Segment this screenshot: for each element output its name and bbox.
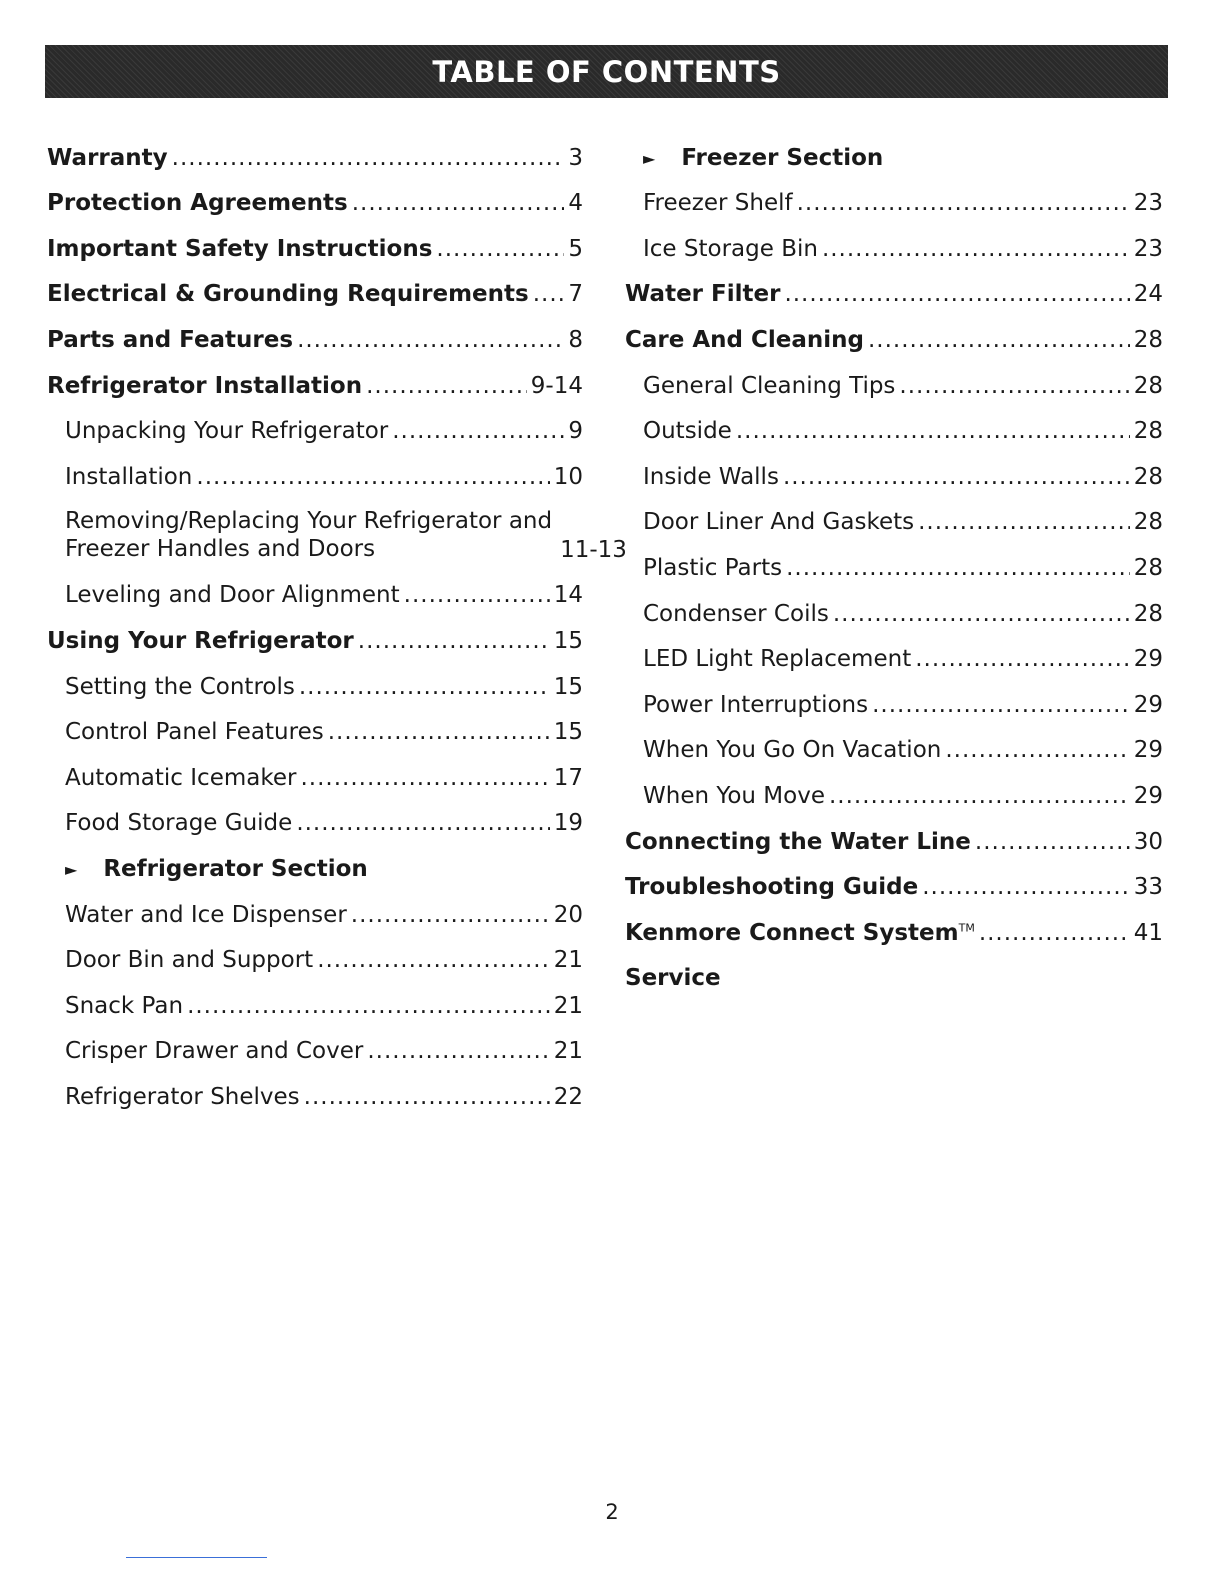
toc-entry-label: Connecting the Water Line <box>625 828 971 855</box>
leader-dots <box>872 692 1130 718</box>
page-title: TABLE OF CONTENTS <box>432 54 781 89</box>
toc-entry[interactable] <box>47 307 583 353</box>
toc-entry-label: Unpacking Your Refrigerator <box>65 418 389 445</box>
leader-dots <box>404 582 550 608</box>
toc-entry[interactable] <box>625 946 1163 992</box>
toc-entry[interactable] <box>47 262 583 308</box>
toc-entry[interactable] <box>625 535 1163 581</box>
leader-dots <box>436 236 564 262</box>
leader-dots <box>918 509 1130 535</box>
toc-entry-label: Refrigerator Shelves <box>65 1083 300 1110</box>
toc-entry-label: Parts and Features <box>47 326 294 353</box>
leader-dots <box>352 190 565 216</box>
toc-entry-page: 28 <box>1133 600 1163 627</box>
toc-entry-label-text: Kenmore Connect System <box>625 919 959 946</box>
leader-dots <box>300 765 549 791</box>
toc-subheading-label: Refrigerator Section <box>103 855 368 882</box>
leader-dots <box>304 1084 550 1110</box>
toc-entry-page: 9-14 <box>530 372 583 399</box>
toc-entry-page: 28 <box>1133 372 1163 399</box>
toc-entry-label: Door Liner And Gaskets <box>643 509 915 536</box>
toc-entry[interactable] <box>625 262 1163 308</box>
leader-dots <box>297 327 564 353</box>
footer-divider <box>126 1557 267 1558</box>
toc-entry-label: Ice Storage Bin <box>643 235 818 262</box>
toc-entry-label: Leveling and Door Alignment <box>65 582 400 609</box>
toc-entry-label: Setting the Controls <box>65 673 295 700</box>
toc-entry-label: When You Move <box>643 782 825 809</box>
toc-entry-label <box>625 920 975 946</box>
toc-entry-label: Water Filter <box>625 281 781 308</box>
toc-entry[interactable] <box>625 809 1163 855</box>
leader-dots <box>358 628 550 654</box>
toc-entry-page: 33 <box>1133 874 1163 901</box>
leader-dots <box>367 1038 549 1064</box>
leader-dots <box>392 418 564 444</box>
leader-dots <box>299 674 550 700</box>
leader-dots <box>187 993 550 1019</box>
leader-dots <box>899 373 1129 399</box>
toc-entry[interactable] <box>47 353 583 399</box>
toc-entry-page: 19 <box>553 810 583 837</box>
toc-entry-page: 11-13 <box>560 536 627 563</box>
toc-entry-label: Plastic Parts <box>643 554 783 581</box>
toc-entry[interactable] <box>625 718 1163 764</box>
leader-dots <box>833 601 1130 627</box>
toc-entry[interactable] <box>625 307 1163 353</box>
toc-entry-label: Control Panel Features <box>65 719 324 746</box>
toc-entry[interactable] <box>47 928 583 974</box>
toc-entry-label: Food Storage Guide <box>65 810 293 837</box>
toc-entry[interactable] <box>625 581 1163 627</box>
toc-entry[interactable] <box>47 791 583 837</box>
leader-dots <box>783 464 1130 490</box>
toc-entry-label: Crisper Drawer and Cover <box>65 1038 364 1065</box>
toc-entry-label: Troubleshooting Guide <box>625 874 919 901</box>
toc-entry[interactable] <box>47 654 583 700</box>
toc-entry-page: 23 <box>1133 190 1163 217</box>
toc-entry[interactable] <box>625 855 1163 901</box>
leader-dots <box>915 646 1130 672</box>
toc-entry-page: 20 <box>553 901 583 928</box>
toc-entry-label <box>65 507 552 563</box>
toc-entry-page: 28 <box>1133 418 1163 445</box>
toc-entry-page: 28 <box>1133 326 1163 353</box>
toc-entry[interactable] <box>47 608 583 654</box>
toc-entry[interactable] <box>47 171 583 217</box>
toc-entry-page: 21 <box>553 947 583 974</box>
leader-dots <box>736 418 1130 444</box>
toc-entry-page: 29 <box>1133 646 1163 673</box>
toc-entry-label: Protection Agreements <box>47 190 348 217</box>
leader-dots <box>784 281 1129 307</box>
toc-entry[interactable] <box>47 1019 583 1065</box>
toc-entry[interactable] <box>47 490 627 563</box>
toc-entry[interactable] <box>625 672 1163 718</box>
toc-entry[interactable] <box>625 216 1163 262</box>
toc-entry-page: 29 <box>1133 782 1163 809</box>
toc-entry-label: Electrical & Grounding Requirements <box>47 281 529 308</box>
toc-entry[interactable] <box>47 125 583 171</box>
leader-dots <box>979 920 1130 946</box>
toc-entry-label-line-2: Freezer Handles and Doors <box>65 535 376 562</box>
toc-entry-label: Refrigerator Installation <box>47 372 363 399</box>
toc-entry-label: Door Bin and Support <box>65 947 314 974</box>
toc-entry[interactable] <box>47 745 583 791</box>
toc-entry-page: 8 <box>568 326 583 353</box>
toc-entry-label-line-1: Removing/Replacing Your Refrigerator and <box>65 507 553 534</box>
toc-entry-page: 41 <box>1133 919 1163 946</box>
toc-entry-page: 29 <box>1133 691 1163 718</box>
toc-entry[interactable] <box>625 171 1163 217</box>
toc-entry[interactable] <box>47 216 583 262</box>
toc-entry[interactable] <box>625 444 1163 490</box>
toc-entry-page: 22 <box>553 1083 583 1110</box>
leader-dots <box>786 555 1130 581</box>
toc-entry-label: Care And Cleaning <box>625 326 864 353</box>
toc-entry[interactable] <box>625 353 1163 399</box>
toc-entry[interactable] <box>625 627 1163 673</box>
toc-entry-page: 4 <box>568 190 583 217</box>
toc-entry-label: Automatic Icemaker <box>65 764 297 791</box>
toc-entry-page: 15 <box>553 627 583 654</box>
toc-entry[interactable] <box>47 444 583 490</box>
leader-dots <box>533 281 565 307</box>
toc-entry-page: 28 <box>1133 463 1163 490</box>
toc-entry-label: General Cleaning Tips <box>643 372 896 399</box>
page-number: 2 <box>605 1500 619 1524</box>
toc-entry[interactable] <box>47 399 583 445</box>
leader-dots <box>868 327 1130 353</box>
toc-entry-label: Important Safety Instructions <box>47 235 433 262</box>
toc-entry-label: Warranty <box>47 144 168 171</box>
toc-entry-page: 15 <box>553 719 583 746</box>
toc-entry-label: Water and Ice Dispenser <box>65 901 347 928</box>
toc-entry[interactable] <box>47 700 583 746</box>
leader-dots <box>366 373 527 399</box>
toc-entry[interactable] <box>625 399 1163 445</box>
leader-dots <box>822 236 1130 262</box>
leader-dots <box>172 145 565 171</box>
toc-entry-page: 17 <box>553 764 583 791</box>
toc-entry-page: 28 <box>1133 509 1163 536</box>
toc-entry[interactable] <box>47 973 583 1019</box>
toc-entry-page: 5 <box>568 235 583 262</box>
leader-dots <box>797 190 1130 216</box>
triangle-right-icon: ► <box>65 859 78 879</box>
toc-subheading <box>625 125 1163 171</box>
leader-dots <box>328 719 550 745</box>
toc-entry[interactable] <box>625 490 1163 536</box>
toc-entry-page: 7 <box>568 281 583 308</box>
leader-dots <box>829 783 1130 809</box>
leader-dots <box>945 737 1129 763</box>
triangle-right-icon: ► <box>643 148 656 168</box>
toc-entry[interactable] <box>47 882 583 928</box>
toc-entry-page: 28 <box>1133 554 1163 581</box>
toc-entry-label: When You Go On Vacation <box>643 737 942 764</box>
toc-subheading-label: Freezer Section <box>681 144 884 171</box>
leader-dots <box>317 947 550 973</box>
toc-entry-label: Condenser Coils <box>643 600 829 627</box>
toc-entry-page: 3 <box>568 144 583 171</box>
leader-dots <box>296 810 549 836</box>
toc-subheading <box>47 836 583 882</box>
toc-entry-page: 21 <box>553 992 583 1019</box>
toc-entry[interactable] <box>625 763 1163 809</box>
toc-banner <box>45 45 1168 98</box>
toc-entry-page: 21 <box>553 1038 583 1065</box>
toc-entry-page: 29 <box>1133 737 1163 764</box>
toc-entry-label: Inside Walls <box>643 463 779 490</box>
leader-dots <box>975 829 1130 855</box>
toc-entry-page: 23 <box>1133 235 1163 262</box>
toc-entry-label: Installation <box>65 463 193 490</box>
leader-dots <box>922 874 1130 900</box>
toc-entry-page: 30 <box>1133 828 1163 855</box>
toc-entry-label: Power Interruptions <box>643 691 869 718</box>
toc-entry-label: Service <box>625 965 721 992</box>
toc-entry-page: 10 <box>553 463 583 490</box>
leader-dots <box>351 902 550 928</box>
toc-entry-page: 24 <box>1133 281 1163 308</box>
toc-entry-page: 14 <box>553 582 583 609</box>
toc-entry-page: 9 <box>568 418 583 445</box>
toc-entry-label: Snack Pan <box>65 992 184 1019</box>
toc-entry-label: Using Your Refrigerator <box>47 627 354 654</box>
toc-entry-label: LED Light Replacement <box>643 646 912 673</box>
toc-entry[interactable] <box>47 1064 583 1110</box>
trademark-mark: TM <box>958 921 975 935</box>
leader-dots <box>196 464 549 490</box>
toc-entry-label: Freezer Shelf <box>643 190 793 217</box>
toc-entry[interactable] <box>47 563 583 609</box>
toc-entry-page: 15 <box>553 673 583 700</box>
toc-column-left <box>47 125 627 1110</box>
toc-entry[interactable] <box>625 900 1163 946</box>
toc-entry-label: Outside <box>643 418 732 445</box>
toc-column-right <box>625 125 1163 991</box>
